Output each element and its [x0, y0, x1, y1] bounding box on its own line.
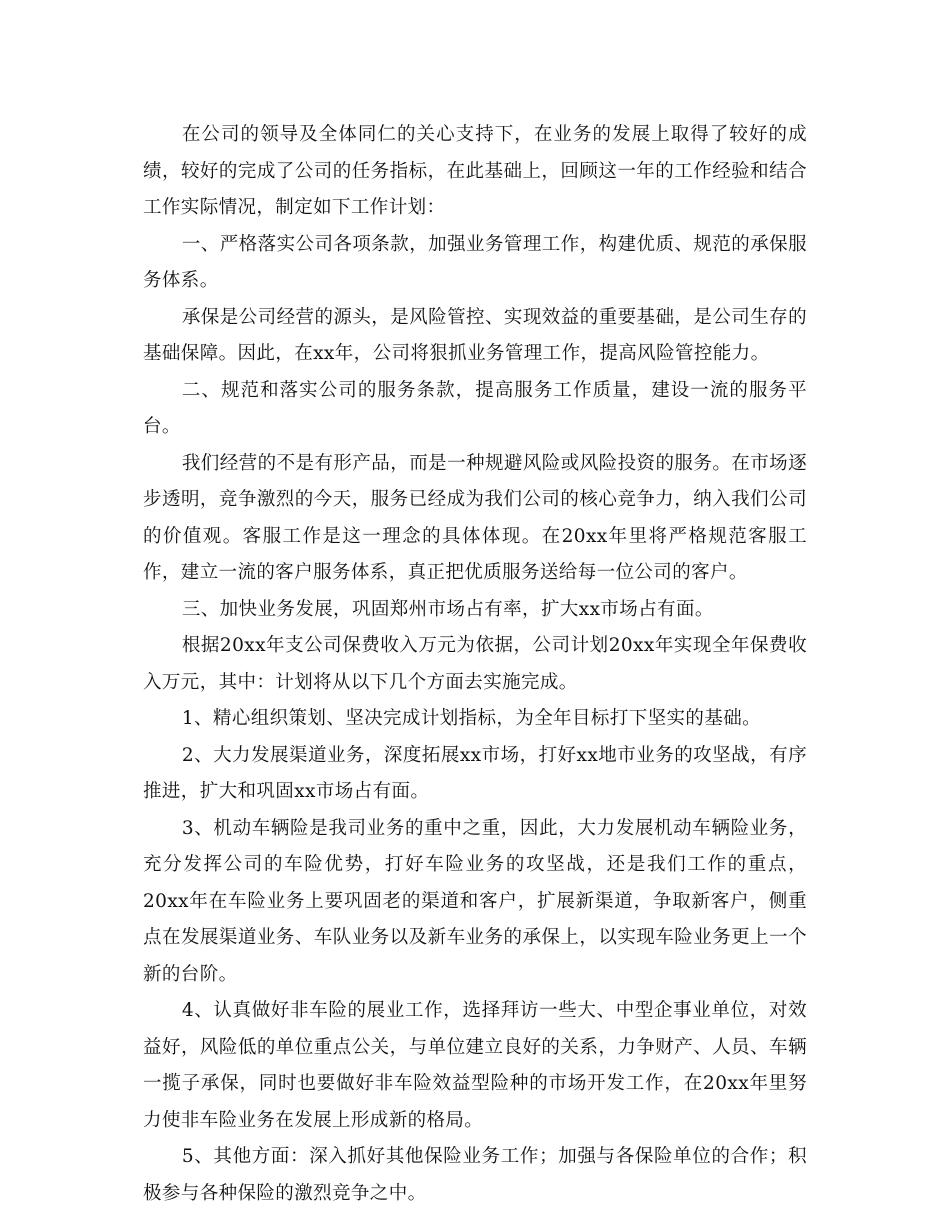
paragraph-item-5: 5、其他方面：深入抓好其他保险业务工作；加强与各保险单位的合作；积极参与各种保险的激烈竞争之中。 [143, 1146, 807, 1204]
paragraph-premium-plan: 根据20xx年支公司保费收入万元为依据，公司计划20xx年实现全年保费收入万元，其中：计划将从以下几个方面去实施完成。 [143, 635, 807, 693]
paragraph-heading-2: 二、规范和落实公司的服务条款，提高服务工作质量，建设一流的服务平台。 [143, 379, 807, 437]
paragraph-item-2: 2、大力发展渠道业务，深度拓展xx市场，打好xx地市业务的攻坚战，有序推进，扩大和巩固xx市场占有面。 [143, 744, 807, 802]
paragraph-intro: 在公司的领导及全体同仁的关心支持下，在业务的发展上取得了较好的成绩，较好的完成了公司的任务指标，在此基础上，回顾这一年的工作经验和结合工作实际情况，制定如下工作计划： [143, 124, 807, 218]
paragraph-item-3: 3、机动车辆险是我司业务的重中之重，因此，大力发展机动车辆险业务，充分发挥公司的车险优势，打好车险业务的攻坚战，还是我们工作的重点，20xx年在车险业务上要巩固老的渠道和客户，扩展新渠道，争取新客户，侧重点在发展渠道业务、车队业务以及新车业务的承保上，以实现车险业务更上一个新的台阶。 [143, 817, 807, 985]
paragraph-underwriting: 承保是公司经营的源头，是风险管控、实现效益的重要基础，是公司生存的基础保障。因此，在xx年，公司将狠抓业务管理工作，提高风险管控能力。 [143, 306, 807, 364]
paragraph-service: 我们经营的不是有形产品，而是一种规避风险或风险投资的服务。在市场逐步透明，竞争激烈的今天，服务已经成为我们公司的核心竞争力，纳入我们公司的价值观。客服工作是这一理念的具体体现。在20xx年里将严格规范客服工作，建立一流的客户服务体系，真正把优质服务送给每一位公司的客户。 [143, 452, 807, 583]
paragraph-heading-3: 三、加快业务发展，巩固郑州市场占有率，扩大xx市场占有面。 [181, 598, 714, 620]
document-body [143, 117, 807, 1212]
paragraph-item-4: 4、认真做好非车险的展业工作，选择拜访一些大、中型企事业单位，对效益好，风险低的单位重点公关，与单位建立良好的关系，力争财产、人员、车辆一揽子承保，同时也要做好非车险效益型险种的市场开发工作，在20xx年里努力使非车险业务在发展上形成新的格局。 [143, 1000, 807, 1131]
paragraph-item-1: 1、精心组织策划、坚决完成计划指标，为全年目标打下坚实的基础。 [181, 708, 762, 729]
paragraph-heading-1: 一、严格落实公司各项条款，加强业务管理工作，构建优质、规范的承保服务体系。 [143, 233, 807, 291]
